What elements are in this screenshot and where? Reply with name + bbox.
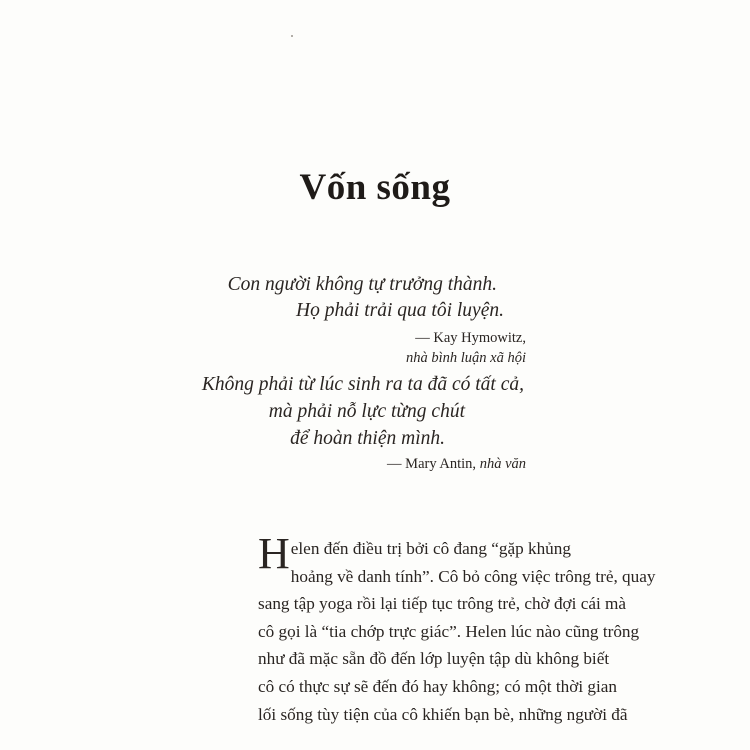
body-line: như đã mặc sẵn đồ đến lớp luyện tập dù không biết <box>258 649 610 669</box>
body-line: sang tập yoga rồi lại tiếp tục trông trẻ, chờ đợi cái mà <box>258 594 627 614</box>
drop-cap: H <box>258 529 290 578</box>
epigraph-2-line-1: Không phải từ lúc sinh ra ta đã có tất cả, <box>201 374 524 395</box>
epigraph-2-attribution-name: — Mary Antin, <box>387 456 477 472</box>
epigraph-1-attribution-name: — Kay Hymowitz, <box>415 330 526 346</box>
epigraph-2-line-3: để hoàn thiện mình. <box>290 428 445 449</box>
body-line: cô gọi là “tia chớp trực giác”. Helen lúc nào cũng trông <box>258 621 640 641</box>
epigraph-2-attribution <box>387 456 526 473</box>
epigraph-1-attribution-role: nhà bình luận xã hội <box>405 350 526 366</box>
epigraph-1-line-2: Họ phải trải qua tôi luyện. <box>296 300 504 321</box>
epigraph-1-line-1: Con người không tự trưởng thành. <box>227 274 497 295</box>
page-speck <box>291 35 293 37</box>
body-line: elen đến điều trị bởi cô đang “gặp khủng <box>290 539 571 558</box>
body-line: hoảng về danh tính”. Cô bỏ công việc trông trẻ, quay <box>290 566 656 586</box>
epigraph-2-attribution-role: nhà văn <box>479 456 526 472</box>
body-paragraph <box>258 529 656 728</box>
body-line: cô có thực sự sẽ đến đó hay không; có một thời gian <box>258 676 617 696</box>
chapter-title: Vốn sống <box>299 167 451 208</box>
body-line: lối sống tùy tiện của cô khiến bạn bè, những người đã <box>258 704 628 724</box>
epigraph-2-line-2: mà phải nỗ lực từng chút <box>268 401 465 422</box>
